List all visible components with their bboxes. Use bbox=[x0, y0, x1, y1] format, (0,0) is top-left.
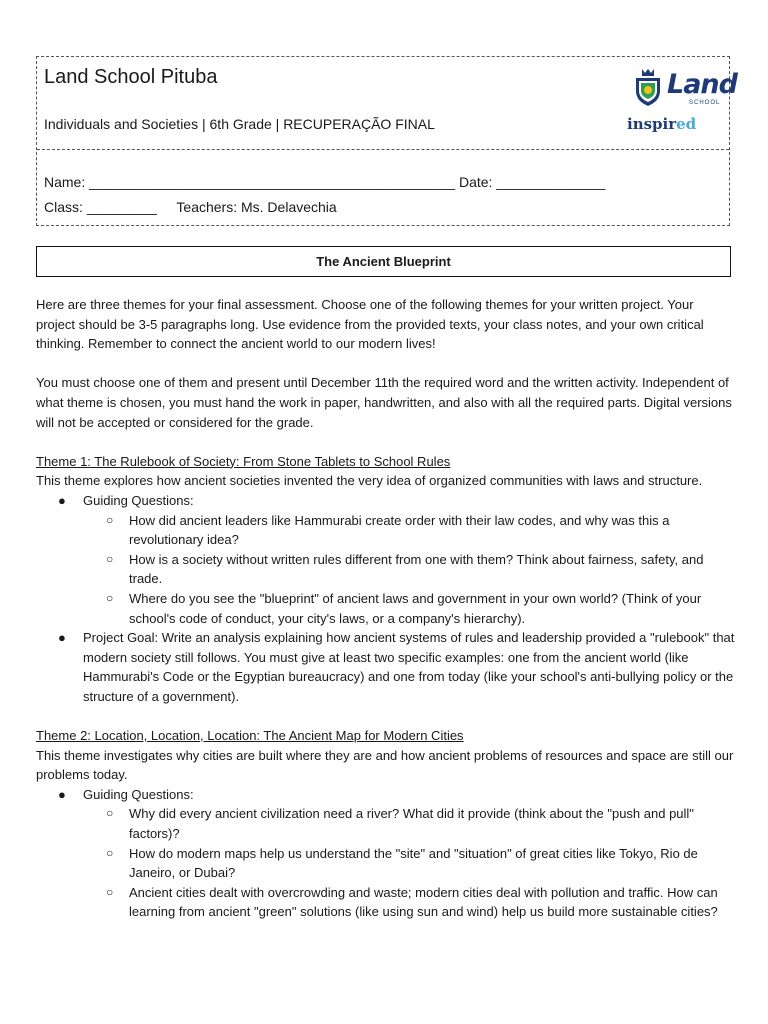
logo-wordmark: Land bbox=[667, 69, 737, 100]
question-text: How is a society without written rules different from one with them? Think about fairness, safety, and trade. bbox=[129, 551, 704, 587]
logo-tagline bbox=[627, 115, 696, 133]
logo-tagline-a: inspir bbox=[627, 115, 677, 133]
bullet-icon: ● bbox=[58, 492, 66, 508]
list-item bbox=[36, 589, 736, 628]
list-item bbox=[36, 511, 736, 550]
circle-bullet-icon: ○ bbox=[106, 845, 114, 860]
theme-1-description: This theme explores how ancient societies invented the very idea of organized communities with laws and structure. bbox=[36, 473, 703, 489]
list-item bbox=[36, 883, 736, 922]
circle-bullet-icon: ○ bbox=[106, 512, 114, 527]
circle-bullet-icon: ○ bbox=[106, 884, 114, 899]
intro-paragraph: Here are three themes for your final assessment. Choose one of the following themes for your written project. Your project should be 3-5 paragraphs long. Use evidence from the provided texts, your class notes, and your own critical thinking. Remember to connect the ancient world to our modern lives! bbox=[36, 297, 704, 352]
bullet-icon: ● bbox=[58, 786, 66, 802]
circle-bullet-icon: ○ bbox=[106, 590, 114, 605]
guiding-questions-label: Guiding Questions: bbox=[83, 786, 194, 802]
class-teacher-line bbox=[44, 199, 337, 215]
question-text: How did ancient leaders like Hammurabi create order with their law codes, and why was this a revolutionary idea? bbox=[129, 512, 670, 548]
list-item bbox=[36, 785, 736, 805]
document-body bbox=[36, 295, 736, 922]
list-item bbox=[36, 844, 736, 883]
bullet-icon: ● bbox=[58, 630, 66, 646]
question-text: Ancient cities dealt with overcrowding and waste; modern cities deal with pollution and traffic. How can learning from ancient "green" solutions (like using sun and wind) help us build more sustainable cities? bbox=[129, 884, 718, 920]
question-text: Where do you see the "blueprint" of ancient laws and government in your own world? (Think of your school's code of conduct, your city's laws, or a company's hierarchy). bbox=[129, 590, 702, 626]
header-divider bbox=[37, 149, 729, 150]
list-item bbox=[36, 628, 736, 706]
list-item bbox=[36, 491, 736, 511]
logo-subtitle: SCHOOL bbox=[689, 100, 721, 106]
list-item bbox=[36, 804, 736, 843]
shield-icon bbox=[633, 67, 663, 107]
question-text: How do modern maps help us understand the "site" and "situation" of great cities like Tokyo, Rio de Janeiro, or Dubai? bbox=[129, 845, 698, 881]
theme-2-title: Theme 2: Location, Location, Location: The Ancient Map for Modern Cities bbox=[36, 728, 464, 744]
question-text: Why did every ancient civilization need a river? What did it provide (think about the "push and pull" factors)? bbox=[129, 806, 694, 842]
name-date-line: Name: _______________________________________________ Date: ______________ bbox=[44, 174, 606, 190]
school-logo bbox=[627, 65, 737, 137]
project-goal: Project Goal: Write an analysis explaining how ancient systems of rules and leadership provided a "rulebook" that modern society still follows. You must give at least two specific examples: one from the ancient world (like Hammurabi's Code or the Egyptian bureaucracy) and one from today (like your school's anti-bullying policy or the structure of a government). bbox=[83, 630, 735, 704]
list-item bbox=[36, 550, 736, 589]
guiding-questions-label: Guiding Questions: bbox=[83, 492, 194, 508]
teachers-field: Teachers: Ms. Delavechia bbox=[176, 199, 337, 215]
document-title: The Ancient Blueprint bbox=[36, 246, 731, 277]
theme-2-description: This theme investigates why cities are built where they are and how ancient problems of resources and space are still our problems today. bbox=[36, 747, 734, 783]
class-field: Class: _________ bbox=[44, 199, 157, 215]
circle-bullet-icon: ○ bbox=[106, 551, 114, 566]
instructions-paragraph: You must choose one of them and present until December 11th the required word and the written activity. Independent of what theme is chosen, you must hand the work in paper, handwritten, and also with all the required parts. Digital versions will not be accepted or considered for the grade. bbox=[36, 375, 732, 430]
logo-tagline-b: ed bbox=[676, 115, 697, 133]
school-name: Land School Pituba bbox=[44, 66, 218, 88]
header-box bbox=[36, 56, 737, 226]
circle-bullet-icon: ○ bbox=[106, 806, 114, 821]
course-line: Individuals and Societies | 6th Grade | RECUPERAÇÃO FINAL bbox=[44, 116, 435, 132]
theme-1-title: Theme 1: The Rulebook of Society: From Stone Tablets to School Rules bbox=[36, 453, 451, 469]
